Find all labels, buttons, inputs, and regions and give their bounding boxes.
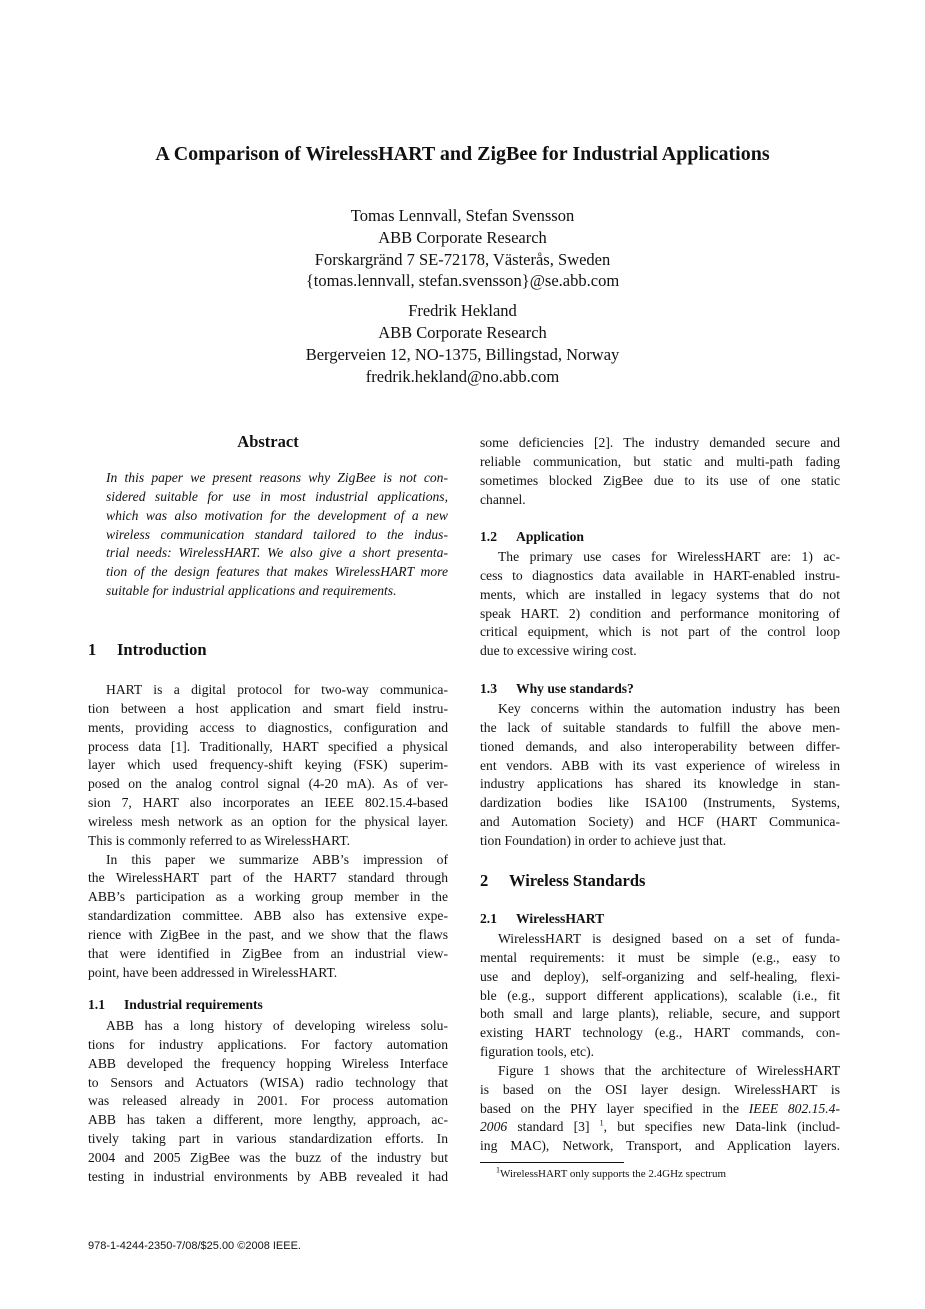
- subsection-title: Application: [516, 529, 584, 544]
- text-line: speak HART. 2) condition and performance monitoring of: [480, 605, 840, 621]
- text-line: 2004 and 2005 ZigBee was the buzz of the industry but: [88, 1149, 448, 1165]
- footnote-text: WirelessHART only supports the 2.4GHz spectrum: [500, 1168, 726, 1180]
- text-line: wireless mesh network as an option for the physical layer.: [88, 813, 448, 829]
- abstract-line: tion of the design features that makes WirelessHART more: [106, 564, 448, 580]
- continued-paragraph: [480, 434, 840, 509]
- text-line: This is commonly referred to as WirelessHART.: [88, 832, 351, 848]
- footnote-divider: [480, 1162, 624, 1163]
- author-address: Bergerveien 12, NO-1375, Billingstad, Norway: [305, 344, 620, 364]
- section-title: Introduction: [117, 640, 207, 659]
- text-line: Figure 1 shows that the architecture of WirelessHART: [498, 1062, 840, 1078]
- text-line: cess to diagnostics data available in HART-enabled instru-: [480, 567, 840, 583]
- section-title: Wireless Standards: [509, 871, 646, 890]
- section-heading-introduction: [88, 640, 207, 660]
- text-line: both small and large plants), reliable, secure, and support: [480, 1006, 840, 1022]
- intro-paragraph-1: [88, 681, 448, 983]
- abstract-line: trial needs: WirelessHART. We also give a short presenta-: [106, 545, 448, 561]
- footnote-number: 1: [496, 1165, 500, 1175]
- text-fragment: standard [3]: [507, 1119, 600, 1135]
- standard-year-italic: 2006: [480, 1119, 508, 1135]
- author-affiliation: ABB Corporate Research: [378, 227, 547, 247]
- industrial-requirements-paragraph: [88, 1017, 448, 1187]
- text-line: standardization committee. ABB also has extensive expe-: [88, 908, 448, 924]
- text-line: was released already in 2001. For process automation: [88, 1093, 448, 1109]
- text-line: industry applications has shared its knowledge in stan-: [480, 776, 840, 792]
- author-email: {tomas.lennvall, stefan.svensson}@se.abb.com: [305, 271, 620, 291]
- text-line: ABB developed the frequency hopping Wireless Interface: [88, 1055, 448, 1071]
- text-line: that were identified in ZigBee from an industrial view-: [88, 945, 448, 961]
- abstract-heading: Abstract: [237, 432, 299, 451]
- text-line: ments, providing access to diagnostics, configuration and: [88, 719, 448, 735]
- text-fragment: based on the PHY layer specified in the: [480, 1100, 749, 1116]
- subsection-heading-why-use-standards: [480, 681, 634, 697]
- standard-name-italic: IEEE 802.15.4-: [748, 1100, 840, 1116]
- text-line: tions for industry applications. For factory automation: [88, 1036, 448, 1052]
- author-block-2: [0, 300, 925, 387]
- text-line: to Sensors and Actuators (WISA) radio technology that: [88, 1074, 448, 1090]
- text-line: The primary use cases for WirelessHART are: 1) ac-: [498, 549, 840, 564]
- footnote-marker[interactable]: 1: [599, 1118, 604, 1128]
- subsection-heading-application: [480, 529, 584, 545]
- paper-title: A Comparison of WirelessHART and ZigBee for Industrial Applications: [155, 143, 770, 165]
- abstract-line: In this paper we present reasons why ZigBee is not con-: [106, 470, 448, 485]
- text-line: [480, 1118, 840, 1137]
- text-line: In this paper we summarize ABB’s impression of: [106, 851, 448, 867]
- text-line: figuration tools, etc).: [480, 1044, 595, 1060]
- subsection-heading-industrial-requirements: [88, 997, 263, 1013]
- subsection-number: 2.1: [480, 911, 497, 926]
- text-line: use and deploy), self-organizing and self-healing, flexi-: [480, 968, 840, 984]
- why-standards-paragraph: [480, 700, 840, 851]
- abstract-line: which was also motivation for the development of a new: [106, 507, 448, 523]
- text-line: ABB has a long history of developing wireless solu-: [106, 1018, 448, 1033]
- author-block-1: [0, 205, 925, 292]
- text-line: tion Foundation) in order to achieve just that.: [480, 832, 727, 848]
- abstract-line: wireless communication standard tailored to the indus-: [106, 526, 448, 542]
- text-line: due to excessive wiring cost.: [480, 643, 637, 659]
- text-line: existing HART technology (e.g., HART commands, con-: [480, 1025, 840, 1041]
- section-number: 2: [480, 871, 489, 890]
- subsection-number: 1.3: [480, 681, 497, 696]
- text-line: testing in industrial environments by ABB revealed it had: [88, 1168, 448, 1184]
- application-paragraph: [480, 548, 840, 661]
- text-line: layer which used frequency-shift keying (FSK) superim-: [88, 757, 448, 773]
- text-line: sion 7, HART also incorporates an IEEE 802.15.4-based: [88, 795, 448, 811]
- text-fragment: , but specifies new Data-link (includ-: [603, 1119, 840, 1135]
- text-line: is based on the OSI layer design. WirelessHART is: [480, 1081, 840, 1097]
- subsection-title: WirelessHART: [516, 911, 605, 926]
- text-line: the WirelessHART part of the HART7 standard through: [88, 870, 448, 886]
- text-line: tively taking part in various standardization efforts. In: [88, 1131, 448, 1147]
- footnote: [496, 1165, 726, 1180]
- text-line: [480, 1100, 840, 1119]
- text-line: process data [1]. Traditionally, HART specified a physical: [88, 738, 448, 754]
- text-line: ble (e.g., support different applications), scalable (i.e., fit: [480, 987, 840, 1003]
- wirelesshart-paragraph: [480, 930, 840, 1156]
- author-names: Fredrik Hekland: [408, 301, 517, 321]
- subsection-number: 1.1: [88, 997, 105, 1012]
- text-line: ABB’s participation as a working group member in the: [88, 889, 448, 905]
- subsection-title: Industrial requirements: [124, 997, 263, 1012]
- text-line: rience with ZigBee in the past, and we show that the flaws: [88, 926, 448, 942]
- text-line: ments, which are installed in legacy systems that do not: [480, 586, 840, 602]
- text-line: critical equipment, which is not part of the control loop: [480, 624, 840, 640]
- text-line: sometimes blocked ZigBee due to its use of one static: [480, 472, 840, 488]
- author-list: [0, 205, 925, 387]
- subsection-number: 1.2: [480, 529, 497, 544]
- subsection-title: Why use standards?: [516, 681, 634, 696]
- text-line: tioned demands, and also interoperability between differ-: [480, 738, 840, 754]
- author-names: Tomas Lennvall, Stefan Svensson: [350, 206, 575, 225]
- text-line: dardization bodies like ISA100 (Instruments, Systems,: [480, 795, 840, 811]
- author-address: Forskargränd 7 SE-72178, Västerås, Sweden: [314, 249, 611, 269]
- text-line: tion between a host application and smart field instru-: [88, 700, 448, 716]
- text-line: the lack of suitable standards to fulfill the above men-: [480, 719, 840, 735]
- abstract-line: sidered suitable for use in most industrial applications,: [106, 488, 448, 504]
- text-line: and Automation Society) and HCF (HART Communica-: [480, 814, 840, 830]
- text-line: WirelessHART is designed based on a set of funda-: [498, 931, 840, 946]
- author-affiliation: ABB Corporate Research: [378, 322, 547, 342]
- section-number: 1: [88, 640, 97, 659]
- abstract-text: [106, 469, 448, 601]
- text-line: posed on the analog control signal (4-20 mA). As of ver-: [88, 776, 448, 792]
- text-line: ing MAC), Network, Transport, and Application layers.: [480, 1138, 840, 1154]
- text-line: mental requirements: it must be simple (e.g., easy to: [480, 949, 840, 965]
- text-line: point, have been addressed in WirelessHART.: [88, 964, 338, 980]
- copyright-footer: 978-1-4244-2350-7/08/$25.00 ©2008 IEEE.: [88, 1240, 301, 1252]
- text-line: ABB has taken a different, more lengthy, approach, ac-: [88, 1112, 448, 1128]
- section-heading-wireless-standards: [480, 871, 645, 891]
- text-line: ent vendors. ABB with its vast experience of wireless in: [480, 757, 840, 773]
- author-email: fredrik.hekland@no.abb.com: [365, 366, 560, 386]
- text-line: Key concerns within the automation industry has been: [498, 701, 840, 716]
- subsection-heading-wirelesshart: [480, 911, 604, 927]
- text-line: channel.: [480, 491, 526, 507]
- text-line: reliable communication, but static and multi-path fading: [480, 453, 840, 469]
- text-line: some deficiencies [2]. The industry demanded secure and: [480, 435, 840, 450]
- abstract-line: suitable for industrial applications and requirements.: [106, 583, 397, 599]
- text-line: HART is a digital protocol for two-way communica-: [106, 682, 448, 697]
